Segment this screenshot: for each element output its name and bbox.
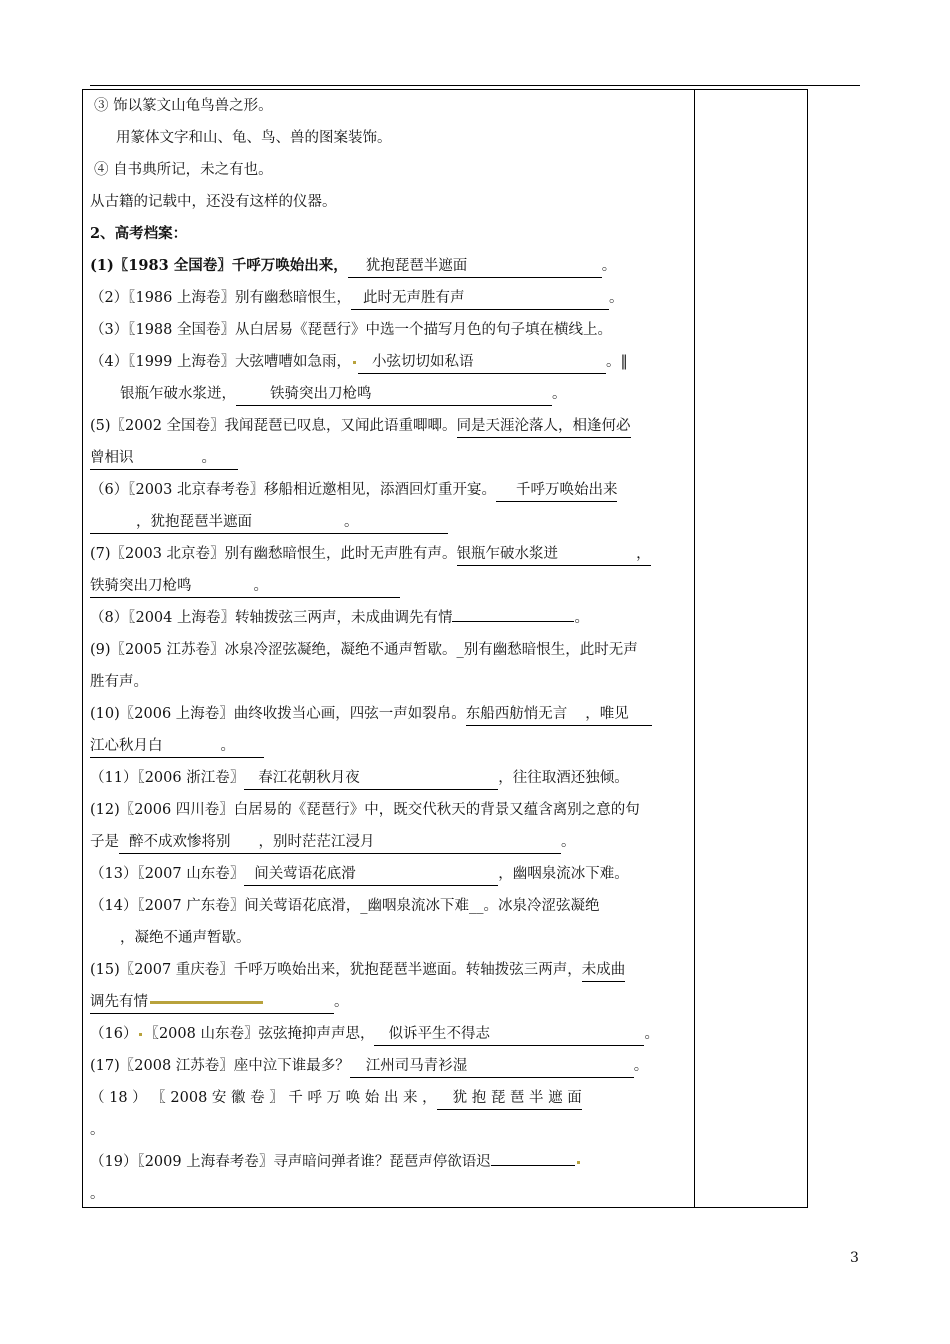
q15-end: 。 [334, 994, 349, 1010]
page-number: 3 [850, 1250, 859, 1266]
q1-prompt: (1)〖1983 全国卷〗千呼万唤始出来， [90, 257, 348, 274]
q11-answer: 春江花朝秋月夜 [244, 767, 498, 790]
q17-prompt: (17)〖2008 江苏卷〗座中泣下谁最多？ [90, 1058, 350, 1074]
section-title: 2、高考档案： [90, 225, 188, 242]
q18-answer: 犹 抱 琵 琶 半 遮 面 [437, 1087, 582, 1110]
q7-answer-part1: 银瓶乍破水浆迸 [456, 546, 559, 562]
q5-end: 。 [201, 450, 216, 466]
q16-prompt-2: 〖2008 山东卷〗弦弦掩抑声声思， [144, 1026, 375, 1042]
q19-end: 。 [90, 1186, 105, 1202]
question-2 [90, 282, 688, 314]
question-12: (12)〖2006 四川卷〗白居易的《琵琶行》中，既交代秋天的背景又蕴含离别之意的句 [90, 802, 640, 818]
q6-answer-part1: 千呼万唤始出来 [496, 479, 618, 502]
q18-end: 。 [90, 1122, 105, 1138]
question-7-continued [90, 570, 688, 602]
q5-answer-part1: 同是天涯沦落人，相逢何必 [457, 415, 631, 438]
q5-answer-part2: 曾相识 [90, 450, 134, 466]
q13-end: ，幽咽泉流冰下难。 [498, 866, 629, 882]
q15-answer-part1: 未成曲 [582, 959, 626, 982]
q7-answer-comma: ， [636, 546, 651, 562]
question-4 [90, 346, 688, 378]
q17-end: 。 [633, 1058, 649, 1074]
q16-prompt: （16） [90, 1026, 138, 1042]
question-6 [90, 474, 688, 506]
q5-prompt: (5)〖2002 全国卷〗我闻琵琶已叹息，又闻此语重唧唧。 [90, 418, 457, 434]
question-19-continued [90, 1178, 688, 1210]
question-16 [90, 1018, 688, 1050]
q8-blank [452, 621, 574, 622]
q4-end: 。‖ [606, 354, 628, 370]
q19-prompt: （19）〖2009 上海春考卷〗寻声暗问弹者谁？琵琶声停欲语迟 [90, 1154, 491, 1170]
question-18-continued [90, 1114, 688, 1146]
q10-end: 。 [220, 738, 235, 754]
q18-prompt: （ 18 ） 〖 2008 安 徽 卷 〗 千 呼 万 唤 始 出 来 ， [90, 1090, 437, 1106]
marker-dot [353, 361, 356, 364]
q2-end: 。 [609, 290, 624, 306]
q16-answer: 似诉平生不得志 [374, 1023, 644, 1046]
q10-answer-part1: 东船西舫悄无言 [465, 706, 568, 722]
question-14-continued: ，凝绝不通声暂歇。 [120, 930, 251, 946]
q15-dot [150, 1001, 263, 1004]
column-divider [694, 89, 695, 1208]
q7-answer-part2: 铁骑突出刀枪鸣 [90, 578, 192, 594]
q4-answer: 小弦切切如私语 [358, 351, 606, 374]
q17-answer: 江州司马青衫湿 [350, 1055, 634, 1078]
question-9-continued: 胜有声。 [90, 674, 148, 690]
q12-answer-part1: 醉不成欢惨将别 [129, 834, 231, 850]
question-10 [90, 698, 688, 730]
q6-answer-part2: ，犹抱琵琶半遮面 [136, 514, 252, 530]
q10-answer-part2: 江心秋月白 [90, 738, 163, 754]
note-4-translation: 从古籍的记载中，还没有这样的仪器。 [90, 194, 337, 210]
q12-answer-part2: ，别时茫茫江浸月 [258, 834, 375, 850]
question-4-continued [90, 378, 688, 410]
q13-prompt: （13）〖2007 山东卷〗 [90, 866, 245, 882]
q6-end: 。 [344, 514, 359, 530]
question-5 [90, 410, 688, 442]
q13-answer: 间关莺语花底滑 [244, 863, 498, 886]
question-18 [90, 1082, 688, 1114]
note-4: ④ 自书典所记，未之有也。 [94, 162, 273, 178]
note-3: ③ 饰以篆文山龟鸟兽之形。 [94, 98, 273, 114]
question-19 [90, 1146, 688, 1178]
q4b-prompt: 银瓶乍破水浆迸， [120, 386, 236, 402]
question-3: （3）〖1988 全国卷〗从白居易《琵琶行》中选一个描写月色的句子填在横线上。 [90, 322, 612, 338]
q8-end: 。 [574, 610, 589, 626]
q11-end: ，往往取酒还独倾。 [498, 770, 629, 786]
q7-prompt: (7)〖2003 北京卷〗别有幽愁暗恨生，此时无声胜有声。 [90, 546, 457, 562]
q4b-end: 。 [552, 386, 567, 402]
question-1 [90, 250, 688, 282]
marker-dot-3 [577, 1161, 580, 1164]
q7-end: 。 [253, 578, 268, 594]
question-15 [90, 954, 688, 986]
q15-prompt: (15)〖2007 重庆卷〗千呼万唤始出来，犹抱琵琶半遮面。转轴拨弦三两声， [90, 962, 582, 978]
question-5-continued [90, 442, 688, 474]
q1-end: 。 [601, 258, 617, 274]
q16-end: 。 [644, 1026, 659, 1042]
question-8 [90, 602, 688, 634]
question-12-continued [90, 826, 688, 858]
question-9: (9)〖2005 江苏卷〗冰泉冷涩弦凝绝，凝绝不通声暂歇。_别有幽愁暗恨生，此时无声 [90, 642, 638, 658]
q12-end: 。 [561, 834, 576, 850]
q8-prompt: （8）〖2004 上海卷〗转轴拨弦三两声，未成曲调先有情 [90, 610, 453, 626]
question-11 [90, 762, 688, 794]
question-10-continued [90, 730, 688, 762]
worksheet-content [90, 90, 688, 1210]
q1-answer: 犹抱琵琶半遮面 [348, 255, 602, 278]
q4-prompt: （4）〖1999 上海卷〗大弦嘈嘈如急雨， [90, 354, 351, 370]
question-15-continued [90, 986, 688, 1018]
q2-answer: 此时无声胜有声 [351, 287, 609, 310]
marker-dot-2 [139, 1033, 142, 1036]
q4b-answer: 铁骑突出刀枪鸣 [236, 383, 552, 406]
question-17 [90, 1050, 688, 1082]
q2-prompt: （2）〖1986 上海卷〗别有幽愁暗恨生， [90, 290, 351, 306]
header-rule [90, 85, 860, 86]
q15-answer-part2: 调先有情 [90, 994, 148, 1010]
q11-prompt: （11）〖2006 浙江卷〗 [90, 770, 245, 786]
q10-prompt: (10)〖2006 上海卷〗曲终收拨当心画，四弦一声如裂帛。 [90, 706, 466, 722]
question-7 [90, 538, 688, 570]
q19-blank [491, 1165, 575, 1166]
question-13 [90, 858, 688, 890]
question-6-continued [90, 506, 688, 538]
q10-answer-tail: ，唯见 [585, 706, 629, 722]
question-14: （14）〖2007 广东卷〗间关莺语花底滑，_幽咽泉流冰下难__。冰泉冷涩弦凝绝 [90, 898, 600, 914]
note-3-translation: 用篆体文字和山、龟、鸟、兽的图案装饰。 [116, 130, 392, 146]
q6-prompt: （6）〖2003 北京春考卷〗移船相近邀相见，添酒回灯重开宴。 [90, 482, 496, 498]
q12-prompt: 子是 [90, 834, 119, 850]
